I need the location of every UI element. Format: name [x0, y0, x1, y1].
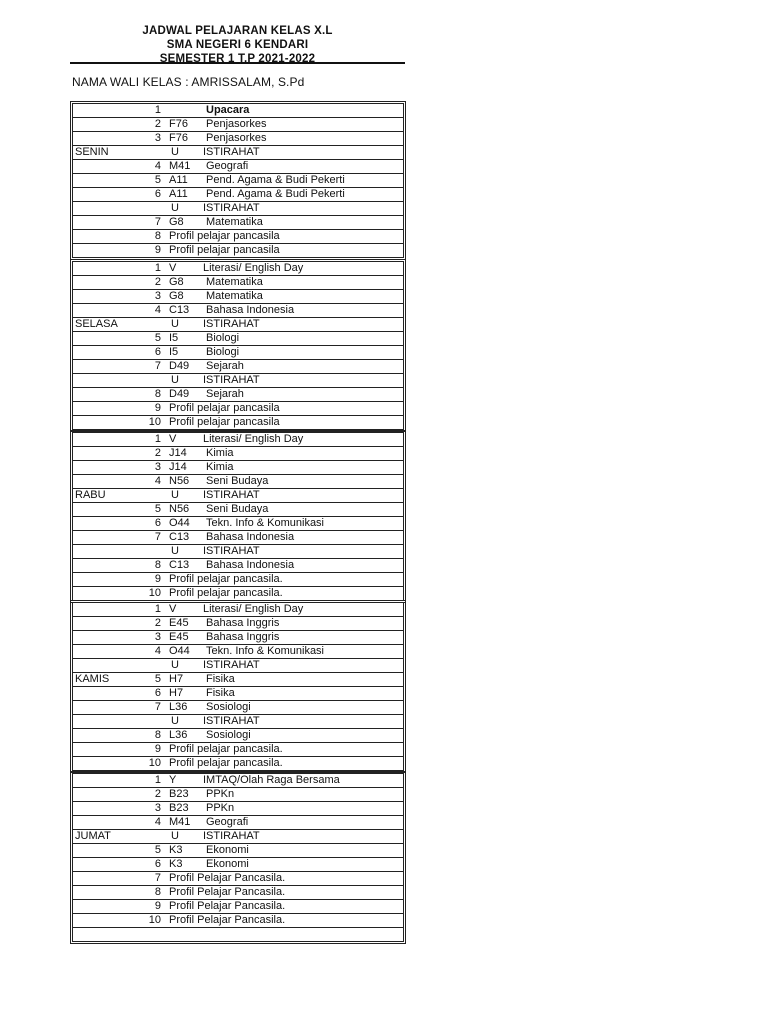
- schedule-row: [73, 886, 403, 900]
- schedule-row: [73, 858, 403, 872]
- teacher-code: D49: [169, 360, 190, 372]
- period-number: 1: [154, 262, 161, 274]
- period-number: 1: [154, 774, 161, 786]
- schedule-row: [73, 659, 403, 673]
- teacher-code: G8: [169, 276, 184, 288]
- period-number: 4: [154, 816, 161, 828]
- subject-name: Sosiologi: [206, 729, 251, 741]
- period-number: 8: [154, 388, 161, 400]
- period-number: 1: [154, 104, 161, 116]
- period-number: 4: [154, 475, 161, 487]
- teacher-code: Y: [169, 774, 177, 786]
- subject-name: ISTIRAHAT: [203, 146, 260, 158]
- header-semester: SEMESTER 1 T.P 2021-2022: [159, 53, 316, 65]
- period-number: 3: [154, 631, 161, 643]
- teacher-code: O44: [169, 517, 190, 529]
- schedule-row: [73, 374, 403, 388]
- day-table-selasa: [70, 259, 406, 432]
- schedule-row: [73, 603, 403, 617]
- teacher-code: B23: [169, 788, 189, 800]
- teacher-code: F76: [169, 118, 188, 130]
- schedule-row: [73, 461, 403, 475]
- subject-name: Sejarah: [206, 388, 244, 400]
- schedule-row: [73, 433, 403, 447]
- subject-name: Ekonomi: [206, 858, 249, 870]
- teacher-code: E45: [169, 631, 189, 643]
- period-number: 2: [154, 447, 161, 459]
- teacher-code: A11: [169, 188, 188, 200]
- period-number: 8: [154, 230, 161, 242]
- schedule-row: [73, 673, 403, 687]
- subject-name: Profil Pelajar Pancasila.: [169, 914, 286, 926]
- schedule-row: [73, 332, 403, 346]
- teacher-code: C13: [169, 304, 190, 316]
- period-number: 3: [154, 290, 161, 302]
- period-number: 5: [154, 332, 161, 344]
- schedule-row: [73, 872, 403, 886]
- subject-name: Sosiologi: [206, 701, 251, 713]
- subject-name: Bahasa Inggris: [206, 617, 280, 629]
- period-number: 7: [154, 701, 161, 713]
- teacher-code: L36: [169, 701, 188, 713]
- teacher-code: U: [171, 202, 179, 214]
- schedule-row: [73, 587, 403, 600]
- schedule-row: [73, 276, 403, 290]
- subject-name: Bahasa Indonesia: [206, 559, 295, 571]
- schedule-row: [73, 830, 403, 844]
- subject-name: Geografi: [206, 160, 249, 172]
- subject-name: Profil pelajar pancasila.: [169, 587, 283, 599]
- period-number: 8: [154, 559, 161, 571]
- schedule-row: [73, 645, 403, 659]
- teacher-code: G8: [169, 290, 184, 302]
- subject-name: Pend. Agama & Budi Pekerti: [206, 188, 345, 200]
- period-number: 7: [154, 216, 161, 228]
- period-number: 10: [148, 757, 161, 769]
- period-number: 4: [154, 160, 161, 172]
- schedule-row: [73, 816, 403, 830]
- schedule-row: [73, 559, 403, 573]
- schedule-row: [73, 202, 403, 216]
- period-number: 1: [154, 433, 161, 445]
- subject-name: Matematika: [206, 216, 263, 228]
- subject-name: Penjasorkes: [206, 132, 267, 144]
- schedule-row: [73, 360, 403, 374]
- period-number: 9: [154, 244, 161, 256]
- subject-name: IMTAQ/Olah Raga Bersama: [203, 774, 340, 786]
- teacher-code: E45: [169, 617, 189, 629]
- subject-name: Matematika: [206, 290, 263, 302]
- subject-name: Upacara: [206, 104, 250, 116]
- schedule-row: [73, 914, 403, 928]
- schedule-row-empty: [73, 928, 403, 941]
- schedule-row: [73, 517, 403, 531]
- subject-name: Profil pelajar pancasila: [169, 230, 280, 242]
- day-table-rabu: [70, 430, 406, 603]
- schedule-row: [73, 388, 403, 402]
- subject-name: ISTIRAHAT: [203, 202, 260, 214]
- teacher-code: K3: [169, 858, 183, 870]
- teacher-code: I5: [169, 332, 179, 344]
- period-number: 9: [154, 402, 161, 414]
- subject-name: Profil pelajar pancasila.: [169, 573, 283, 585]
- subject-name: Literasi/ English Day: [203, 603, 304, 615]
- subject-name: Kimia: [206, 447, 234, 459]
- teacher-code: V: [169, 262, 177, 274]
- subject-name: Sejarah: [206, 360, 244, 372]
- period-number: 6: [154, 687, 161, 699]
- subject-name: ISTIRAHAT: [203, 374, 260, 386]
- period-number: 6: [154, 346, 161, 358]
- schedule-row: [73, 290, 403, 304]
- period-number: 2: [154, 788, 161, 800]
- subject-name: Profil Pelajar Pancasila.: [169, 872, 286, 884]
- day-table-senin: [70, 101, 406, 260]
- schedule-row: [73, 262, 403, 276]
- subject-name: Seni Budaya: [206, 475, 269, 487]
- teacher-code: U: [171, 146, 179, 158]
- teacher-code: V: [169, 603, 177, 615]
- schedule-row: [73, 701, 403, 715]
- subject-name: Geografi: [206, 816, 249, 828]
- schedule-row: [73, 631, 403, 645]
- period-number: 5: [154, 673, 161, 685]
- subject-name: Profil pelajar pancasila: [169, 416, 280, 428]
- subject-name: Literasi/ English Day: [203, 262, 304, 274]
- subject-name: Tekn. Info & Komunikasi: [206, 517, 325, 529]
- subject-name: Profil pelajar pancasila: [169, 402, 280, 414]
- period-number: 1: [154, 603, 161, 615]
- schedule-row: [73, 503, 403, 517]
- schedule-row: [73, 160, 403, 174]
- period-number: 9: [154, 900, 161, 912]
- header-divider: [70, 62, 405, 64]
- schedule-row: [73, 146, 403, 160]
- subject-name: Ekonomi: [206, 844, 249, 856]
- teacher-code: F76: [169, 132, 188, 144]
- homeroom-teacher: NAMA WALI KELAS : AMRISSALAM, S.Pd: [72, 75, 305, 89]
- subject-name: Literasi/ English Day: [203, 433, 304, 445]
- subject-name: Biologi: [206, 332, 240, 344]
- teacher-code: C13: [169, 559, 190, 571]
- schedule-row: [73, 402, 403, 416]
- header-title: JADWAL PELAJARAN KELAS X.L: [142, 25, 333, 37]
- period-number: 7: [154, 872, 161, 884]
- schedule-row: [73, 104, 403, 118]
- subject-name: Bahasa Indonesia: [206, 531, 295, 543]
- subject-name: ISTIRAHAT: [203, 489, 260, 501]
- teacher-code: J14: [169, 447, 187, 459]
- schedule-row: [73, 416, 403, 429]
- subject-name: ISTIRAHAT: [203, 545, 260, 557]
- schedule-row: [73, 216, 403, 230]
- day-table-kamis: [70, 600, 406, 773]
- teacher-code: U: [171, 318, 179, 330]
- day-name: SELASA: [75, 318, 118, 330]
- teacher-code: V: [169, 433, 177, 445]
- subject-name: Pend. Agama & Budi Pekerti: [206, 174, 345, 186]
- schedule-row: [73, 132, 403, 146]
- period-number: 5: [154, 844, 161, 856]
- header-school: SMA NEGERI 6 KENDARI: [166, 39, 309, 51]
- day-name: SENIN: [75, 146, 109, 158]
- schedule-row: [73, 230, 403, 244]
- teacher-code: M41: [169, 816, 191, 828]
- day-table-jumat: [70, 771, 406, 944]
- teacher-code: K3: [169, 844, 183, 856]
- schedule-row: [73, 447, 403, 461]
- teacher-code: L36: [169, 729, 188, 741]
- teacher-code: U: [171, 374, 179, 386]
- period-number: 3: [154, 461, 161, 473]
- schedule-row: [73, 757, 403, 770]
- subject-name: Bahasa Indonesia: [206, 304, 295, 316]
- schedule-row: [73, 346, 403, 360]
- subject-name: Fisika: [206, 673, 235, 685]
- teacher-code: G8: [169, 216, 184, 228]
- schedule-row: [73, 545, 403, 559]
- teacher-code: U: [171, 545, 179, 557]
- period-number: 6: [154, 188, 161, 200]
- teacher-code: U: [171, 489, 179, 501]
- schedule-row: [73, 489, 403, 503]
- period-number: 5: [154, 503, 161, 515]
- teacher-code: N56: [169, 475, 190, 487]
- schedule-row: [73, 802, 403, 816]
- day-name: KAMIS: [75, 673, 110, 685]
- subject-name: Biologi: [206, 346, 240, 358]
- teacher-code: H7: [169, 687, 184, 699]
- teacher-code: N56: [169, 503, 190, 515]
- schedule-row: [73, 475, 403, 489]
- subject-name: Bahasa Inggris: [206, 631, 280, 643]
- period-number: 9: [154, 743, 161, 755]
- subject-name: ISTIRAHAT: [203, 318, 260, 330]
- period-number: 2: [154, 118, 161, 130]
- teacher-code: U: [171, 830, 179, 842]
- teacher-code: M41: [169, 160, 191, 172]
- period-number: 3: [154, 802, 161, 814]
- subject-name: PPKn: [206, 802, 235, 814]
- schedule-row: [73, 174, 403, 188]
- teacher-code: B23: [169, 802, 189, 814]
- subject-name: ISTIRAHAT: [203, 659, 260, 671]
- subject-name: Profil pelajar pancasila.: [169, 757, 283, 769]
- period-number: 10: [148, 914, 161, 926]
- period-number: 7: [154, 360, 161, 372]
- period-number: 4: [154, 645, 161, 657]
- schedule-row: [73, 715, 403, 729]
- subject-name: Profil pelajar pancasila.: [169, 743, 283, 755]
- day-name: RABU: [75, 489, 106, 501]
- schedule-row: [73, 244, 403, 257]
- schedule-row: [73, 788, 403, 802]
- subject-name: Matematika: [206, 276, 263, 288]
- schedule-row: [73, 573, 403, 587]
- subject-name: Profil Pelajar Pancasila.: [169, 886, 286, 898]
- teacher-code: H7: [169, 673, 184, 685]
- period-number: 6: [154, 858, 161, 870]
- schedule-row: [73, 188, 403, 202]
- teacher-code: U: [171, 715, 179, 727]
- subject-name: Profil Pelajar Pancasila.: [169, 900, 286, 912]
- teacher-code: U: [171, 659, 179, 671]
- schedule-row: [73, 900, 403, 914]
- subject-name: Tekn. Info & Komunikasi: [206, 645, 325, 657]
- schedule-row: [73, 304, 403, 318]
- period-number: 8: [154, 729, 161, 741]
- subject-name: Seni Budaya: [206, 503, 269, 515]
- day-name: JUMAT: [75, 830, 111, 842]
- period-number: 7: [154, 531, 161, 543]
- period-number: 3: [154, 132, 161, 144]
- period-number: 9: [154, 573, 161, 585]
- subject-name: ISTIRAHAT: [203, 715, 260, 727]
- subject-name: Kimia: [206, 461, 234, 473]
- schedule-row: [73, 729, 403, 743]
- teacher-code: J14: [169, 461, 187, 473]
- schedule-row: [73, 687, 403, 701]
- teacher-code: O44: [169, 645, 190, 657]
- schedule-row: [73, 118, 403, 132]
- subject-name: Fisika: [206, 687, 235, 699]
- period-number: 2: [154, 617, 161, 629]
- schedule-row: [73, 774, 403, 788]
- subject-name: Penjasorkes: [206, 118, 267, 130]
- subject-name: ISTIRAHAT: [203, 830, 260, 842]
- schedule-row: [73, 318, 403, 332]
- schedule-row: [73, 743, 403, 757]
- schedule-row: [73, 531, 403, 545]
- subject-name: Profil pelajar pancasila: [169, 244, 280, 256]
- schedule-row: [73, 617, 403, 631]
- period-number: 2: [154, 276, 161, 288]
- teacher-code: I5: [169, 346, 179, 358]
- period-number: 10: [148, 587, 161, 599]
- schedule-row: [73, 844, 403, 858]
- teacher-code: A11: [169, 174, 188, 186]
- period-number: 4: [154, 304, 161, 316]
- period-number: 5: [154, 174, 161, 186]
- teacher-code: C13: [169, 531, 190, 543]
- period-number: 8: [154, 886, 161, 898]
- period-number: 10: [148, 416, 161, 428]
- period-number: 6: [154, 517, 161, 529]
- document-header: [70, 24, 405, 66]
- teacher-code: D49: [169, 388, 190, 400]
- subject-name: PPKn: [206, 788, 235, 800]
